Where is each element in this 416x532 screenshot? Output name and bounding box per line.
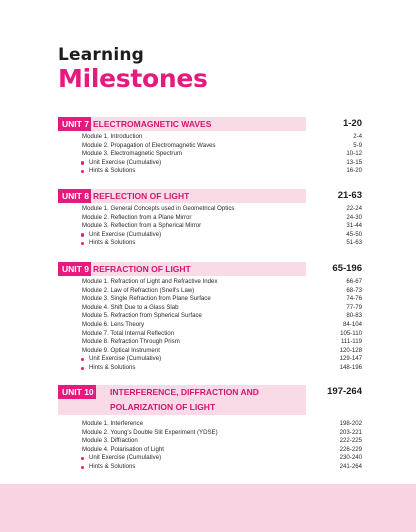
exercise-row[interactable] [58,159,362,168]
module-label: Module 2. Young's Double Slit Experiment (YDSE) [82,428,218,436]
module-page-range: 31-44 [346,222,362,230]
solutions-row[interactable] [58,463,362,472]
unit-7-header [58,117,362,131]
unit-page-range: 1-20 [342,118,362,129]
exercise-label: Unit Exercise (Cumulative) [89,230,162,238]
unit-10-header [58,385,362,415]
module-row[interactable] [58,214,362,223]
module-row[interactable] [58,222,362,231]
module-label: Module 3. Single Refraction from Plane Surface [82,295,211,303]
module-page-range: 80-83 [346,312,362,320]
solutions-page-range: 16-20 [346,167,362,175]
module-page-range: 10-12 [346,150,362,158]
solutions-row[interactable] [58,364,362,373]
module-label: Module 3. Diffraction [82,437,138,445]
module-row[interactable] [58,295,362,304]
unit-8-section [58,189,362,248]
module-page-range: 68-73 [346,286,362,294]
unit-title: REFLECTION OF LIGHT [93,191,190,201]
solutions-label: Hints & Solutions [89,462,136,470]
bullet-icon [81,358,84,361]
bullet-icon [81,242,84,245]
module-label: Module 4. Polarisation of Light [82,445,164,453]
exercise-label: Unit Exercise (Cumulative) [89,158,162,166]
module-page-range: 226-229 [339,445,362,453]
module-row[interactable] [58,330,362,339]
bullet-icon [81,367,84,370]
module-row[interactable] [58,205,362,214]
module-page-range: 74-76 [346,295,362,303]
module-page-range: 22-24 [346,205,362,212]
module-row[interactable] [58,338,362,347]
module-label: Module 3. Electromagnetic Spectrum [82,150,182,158]
module-label: Module 7. Total Internal Reflection [82,329,175,337]
solutions-label: Hints & Solutions [89,239,136,247]
unit-number-badge: UNIT 10 [58,385,96,399]
unit-title: ELECTROMAGNETIC WAVES [93,119,212,129]
solutions-page-range: 241-264 [339,462,362,470]
module-page-range: 84-104 [343,320,362,328]
module-label: Module 1. General Concepts used in Geometrical Optics [82,205,235,212]
module-label: Module 1. Introduction [82,133,143,140]
solutions-page-range: 148-196 [339,363,362,371]
module-row[interactable] [58,420,362,429]
module-label: Module 2. Reflection from a Plane Mirror [82,213,192,221]
heading-learning: Learning [58,45,145,65]
unit-page-range: 197-264 [327,386,362,397]
exercise-page-range: 129-147 [339,355,362,363]
bullet-icon [81,466,84,469]
bullet-icon [81,170,84,173]
exercise-row[interactable] [58,231,362,240]
unit-title: REFRACTION OF LIGHT [93,264,191,274]
unit-7-section [58,117,362,176]
module-row[interactable] [58,133,362,142]
exercise-label: Unit Exercise (Cumulative) [89,355,162,363]
unit-number-badge: UNIT 7 [58,117,91,131]
bullet-icon [81,233,84,236]
module-row[interactable] [58,429,362,438]
solutions-row[interactable] [58,239,362,248]
unit-title-line2: POLARIZATION OF LIGHT [110,402,216,412]
heading-milestones: Milestones [58,64,208,93]
exercise-page-range: 45-50 [346,230,362,238]
unit-10-section [58,385,362,472]
module-page-range: 120-128 [339,346,362,354]
exercise-row[interactable] [58,454,362,463]
module-row[interactable] [58,304,362,313]
module-row[interactable] [58,321,362,330]
module-label: Module 4. Shift Due to a Glass Slab [82,303,179,311]
module-page-range: 24-30 [346,213,362,221]
module-row[interactable] [58,287,362,296]
unit-page-range: 65-196 [332,263,362,274]
unit-page-range: 21-63 [337,190,362,201]
exercise-row[interactable] [58,355,362,364]
module-page-range: 105-110 [340,329,362,337]
exercise-page-range: 13-15 [346,158,362,166]
module-row[interactable] [58,278,362,287]
module-label: Module 9. Optical Instrument [82,346,160,354]
unit-number-badge: UNIT 9 [58,262,91,276]
module-label: Module 3. Reflection from a Spherical Mirror [82,222,202,230]
module-label: Module 1. Interference [82,420,143,427]
module-row[interactable] [58,437,362,446]
solutions-label: Hints & Solutions [89,167,136,175]
solutions-label: Hints & Solutions [89,363,136,371]
solutions-row[interactable] [58,167,362,176]
module-page-range: 198-202 [339,420,362,427]
exercise-page-range: 230-240 [339,454,362,462]
unit-9-section [58,262,362,373]
exercise-label: Unit Exercise (Cumulative) [89,454,162,462]
module-page-range: 5-9 [353,141,362,149]
module-label: Module 8. Refraction Through Prism [82,338,180,346]
module-page-range: 111-119 [340,338,362,346]
module-label: Module 2. Propagation of Electromagnetic Waves [82,141,216,149]
module-page-range: 77-79 [346,303,362,311]
module-page-range: 222-225 [339,437,362,445]
unit-title: INTERFERENCE, DIFFRACTION AND [110,387,259,397]
unit-8-header [58,189,362,203]
unit-number-badge: UNIT 8 [58,189,91,203]
module-page-range: 66-67 [346,278,362,285]
footer-band [0,484,416,532]
module-row[interactable] [58,347,362,356]
module-page-range: 2-4 [353,133,362,140]
page-heading [58,46,208,93]
module-label: Module 1. Refraction of Light and Refractive Index [82,278,218,285]
module-row[interactable] [58,142,362,151]
module-label: Module 5. Refraction from Spherical Surface [82,312,202,320]
bullet-icon [81,161,84,164]
module-label: Module 6. Lens Theory [82,320,145,328]
bullet-icon [81,457,84,460]
unit-9-header [58,262,362,276]
module-row[interactable] [58,312,362,321]
module-label: Module 2. Law of Refraction (Snell's Law) [82,286,195,294]
module-row[interactable] [58,150,362,159]
module-row[interactable] [58,446,362,455]
solutions-page-range: 51-63 [346,239,362,247]
module-page-range: 203-221 [339,428,362,436]
